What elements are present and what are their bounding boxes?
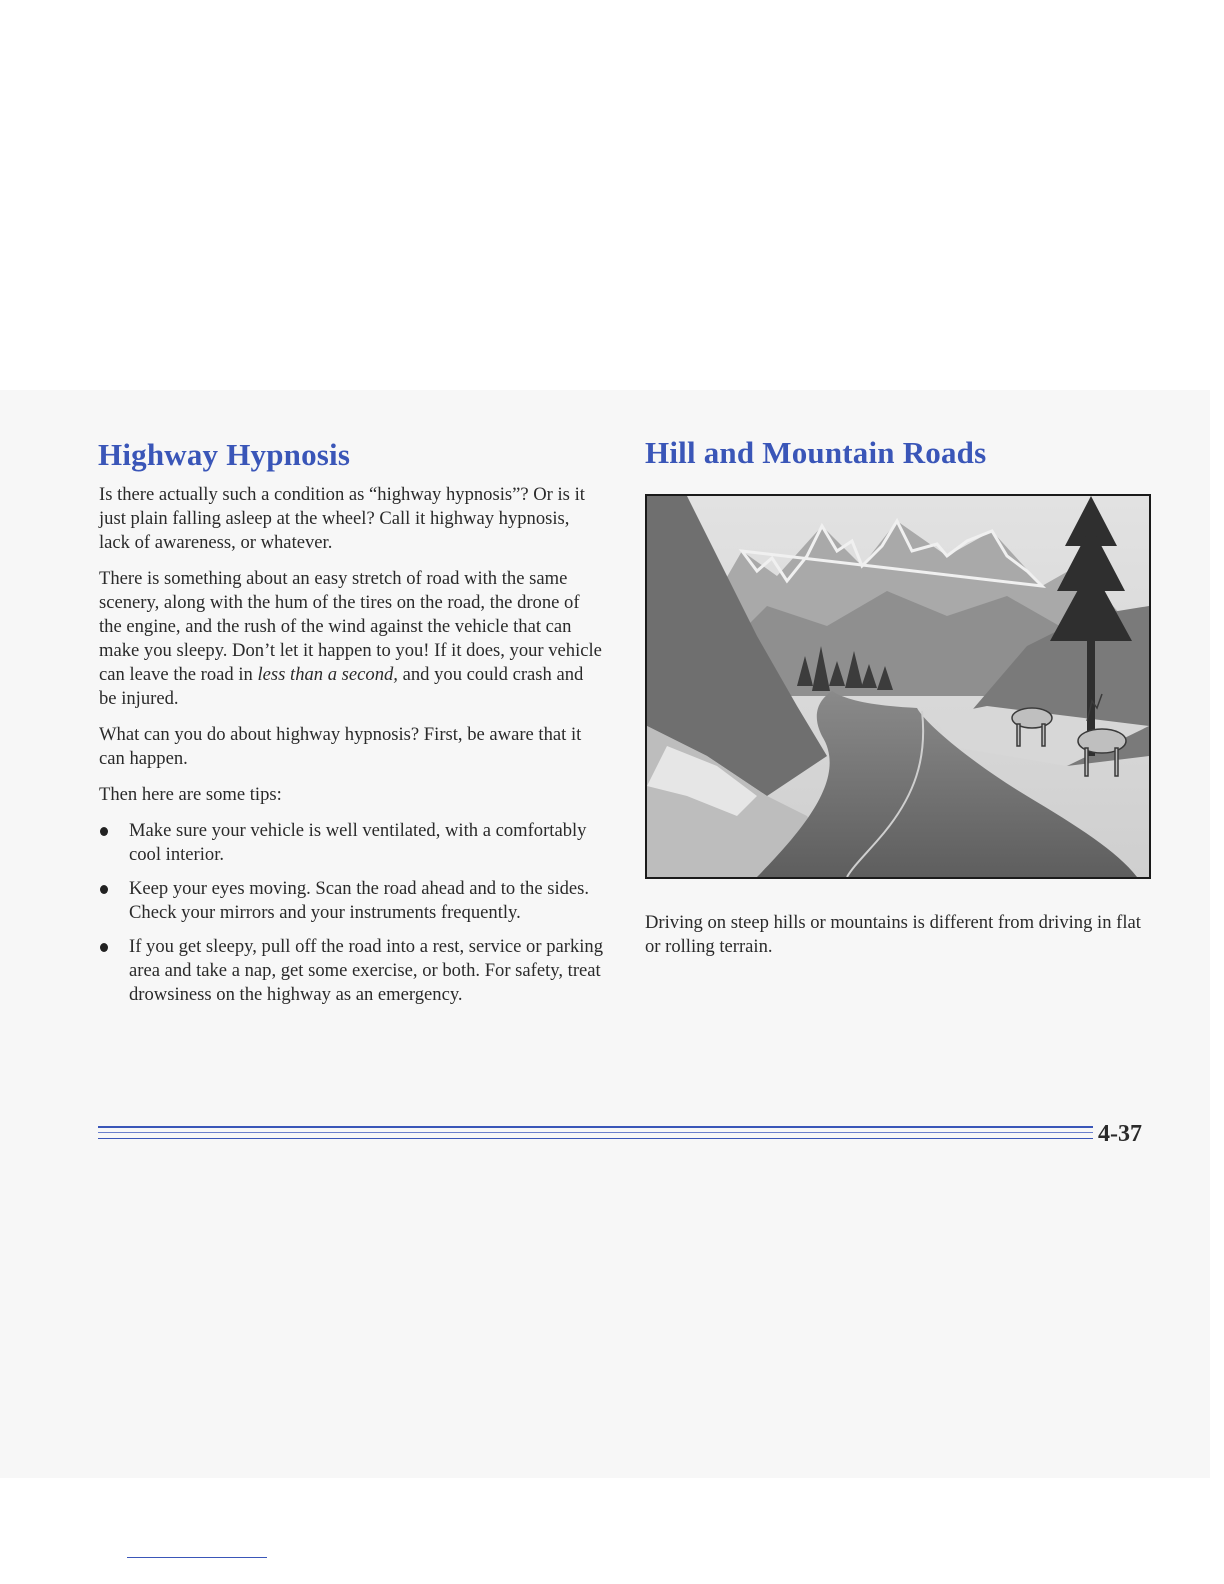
list-item xyxy=(99,935,603,1007)
bullet-icon xyxy=(100,943,108,952)
paragraph-intro: Is there actually such a condition as “highway hypnosis”? Or is it just plain falling asleep at the wheel? Call it highway hypnosis, lack of awareness, or whatever. xyxy=(99,484,585,553)
paragraph-sleepy-tail: and you could crash and be injured. xyxy=(99,664,584,709)
list-item xyxy=(99,877,603,925)
paragraph-hill-intro: Driving on steep hills or mountains is different from driving in flat or rolling terrain. xyxy=(645,912,1141,957)
list-item xyxy=(99,819,603,867)
footer-rule xyxy=(98,1126,1093,1128)
section-heading-hill-mountain-roads: Hill and Mountain Roads xyxy=(645,435,987,470)
mountain-road-illustration xyxy=(645,494,1151,879)
bullet-icon xyxy=(100,827,108,836)
footer-rule xyxy=(98,1138,1093,1139)
hill-mountain-body xyxy=(645,911,1145,971)
tip-text: If you get sleepy, pull off the road into a rest, service or parking area and take a nap, get some exercise, or both. For safety, treat drowsiness on the highway as an emergency. xyxy=(129,936,603,1005)
paragraph-sleepy-text: There is something about an easy stretch of road with the same scenery, along with the hum of the tires on the road, the drone of the engine, and the rush of the wind against the vehicle that can make you sleepy. Don’t let it happen to you! If it does, your vehicle can leave the road in xyxy=(99,568,602,685)
bullet-icon xyxy=(100,885,108,894)
paragraph-sleepy-italic: less than a second, xyxy=(257,664,398,685)
paragraph-tips-intro: Then here are some tips: xyxy=(99,784,282,805)
footer-rule xyxy=(98,1132,1093,1133)
paragraph-sleepy xyxy=(99,567,603,711)
tips-list xyxy=(99,819,603,1007)
section-heading-highway-hypnosis: Highway Hypnosis xyxy=(98,437,351,472)
highway-hypnosis-body xyxy=(99,483,603,1017)
page-number: 4-37 xyxy=(1098,1121,1142,1147)
paragraph-what-can-you-do: What can you do about highway hypnosis? First, be aware that it can happen. xyxy=(99,724,582,769)
footnote-rule xyxy=(127,1557,267,1558)
tip-text: Make sure your vehicle is well ventilated, with a comfortably cool interior. xyxy=(129,820,587,865)
tip-text: Keep your eyes moving. Scan the road ahead and to the sides. Check your mirrors and your instruments frequently. xyxy=(129,878,590,923)
